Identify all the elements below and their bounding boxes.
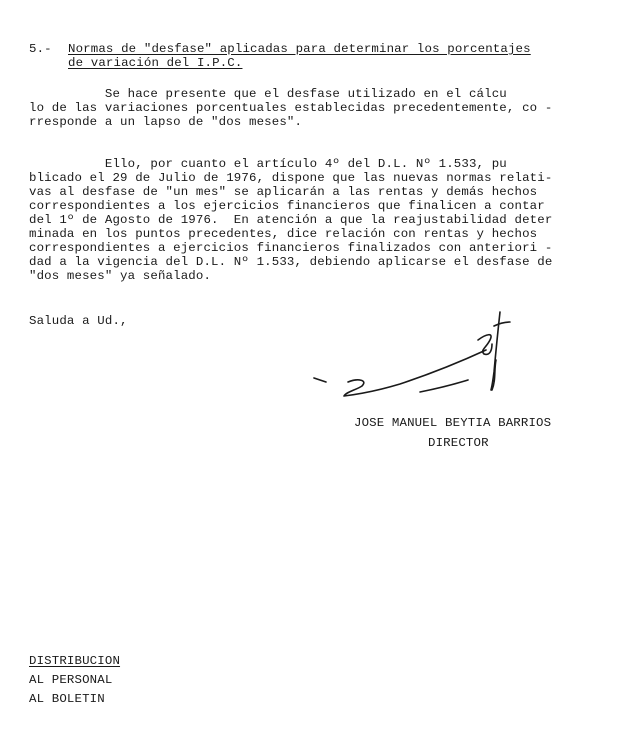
paragraph-1-line: Se hace presente que el desfase utilizado en el cálcu — [29, 87, 507, 101]
paragraph-2-line: dad a la vigencia del D.L. Nº 1.533, debiendo aplicarse el desfase de — [29, 255, 553, 269]
distribution-heading: DISTRIBUCION — [29, 654, 121, 668]
handwritten-signature — [300, 310, 530, 410]
closing-salutation: Saluda a Ud., — [29, 314, 128, 328]
distribution-item: AL BOLETIN — [29, 692, 105, 706]
paragraph-2-line: del 1º de Agosto de 1976. En atención a que la reajustabilidad deter — [29, 213, 553, 227]
paragraph-2-line: correspondientes a ejercicios financieros finalizados con anteriori - — [29, 241, 553, 255]
paragraph-1-line: lo de las variaciones porcentuales establecidas precedentemente, co - — [29, 101, 553, 115]
signatory-name: JOSE MANUEL BEYTIA BARRIOS — [354, 416, 552, 430]
signatory-title: DIRECTOR — [428, 436, 489, 450]
paragraph-1-line: rresponde a un lapso de "dos meses". — [29, 115, 303, 129]
paragraph-2-line: vas al desfase de "un mes" se aplicarán a las rentas y demás hechos — [29, 185, 538, 199]
distribution-item: AL PERSONAL — [29, 673, 113, 687]
paragraph-2-line: blicado el 29 de Julio de 1976, dispone que las nuevas normas relati- — [29, 171, 553, 185]
paragraph-2-line: correspondientes a los ejercicios financieros que finalicen a contar — [29, 199, 545, 213]
paragraph-2-line: "dos meses" ya señalado. — [29, 269, 212, 283]
section-title-line-1: Normas de "desfase" aplicadas para determinar los porcentajes — [68, 42, 531, 56]
section-number: 5.- — [29, 42, 52, 56]
paragraph-2-line: minada en los puntos precedentes, dice relación con rentas y hechos — [29, 227, 538, 241]
paragraph-2-line: Ello, por cuanto el artículo 4º del D.L. Nº 1.533, pu — [29, 157, 507, 171]
section-title-line-2: de variación del I.P.C. — [68, 56, 243, 70]
